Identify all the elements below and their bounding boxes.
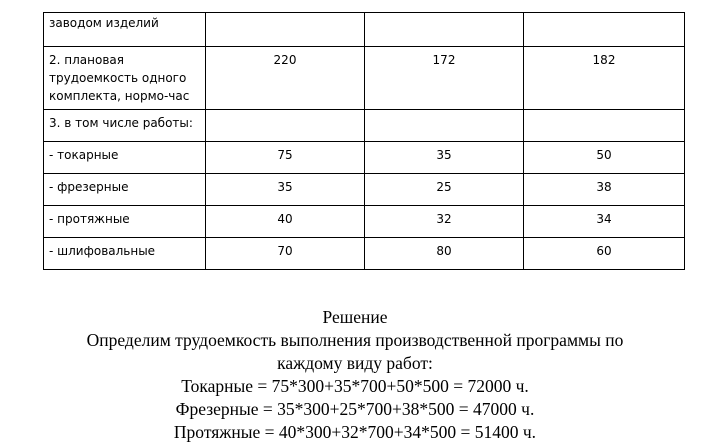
table-row xyxy=(44,47,685,110)
labor-intensity-table xyxy=(43,12,685,270)
table-row xyxy=(44,206,685,238)
table-cell: 70 xyxy=(206,238,365,270)
table-cell: 182 xyxy=(524,47,685,110)
table-cell xyxy=(524,110,685,142)
table-cell: 80 xyxy=(365,238,524,270)
table-row xyxy=(44,174,685,206)
row-label: - токарные xyxy=(44,142,206,174)
table-cell xyxy=(365,110,524,142)
table-cell xyxy=(206,13,365,47)
table-cell: 75 xyxy=(206,142,365,174)
solution-text-line: каждому виду работ: xyxy=(277,353,433,373)
table-row xyxy=(44,13,685,47)
table-cell: 40 xyxy=(206,206,365,238)
solution-heading: Решение xyxy=(322,307,388,327)
table-row xyxy=(44,238,685,270)
row-label: - шлифовальные xyxy=(44,238,206,270)
table-cell xyxy=(524,13,685,47)
row-label: - фрезерные xyxy=(44,174,206,206)
table-cell: 35 xyxy=(206,174,365,206)
row-label: - протяжные xyxy=(44,206,206,238)
table-cell: 50 xyxy=(524,142,685,174)
table-cell: 32 xyxy=(365,206,524,238)
table-cell xyxy=(365,13,524,47)
table-cell: 34 xyxy=(524,206,685,238)
solution-text-line: Определим трудоемкость выполнения производственной программы по xyxy=(86,330,624,350)
table-cell: 172 xyxy=(365,47,524,110)
table-cell: 35 xyxy=(365,142,524,174)
row-label: 2. плановая трудоемкость одного комплекта, нормо-час xyxy=(44,47,206,110)
formula-turning: Токарные = 75*300+35*700+50*500 = 72000 ч. xyxy=(181,376,529,396)
table-cell xyxy=(206,110,365,142)
table-cell: 38 xyxy=(524,174,685,206)
table-cell: 25 xyxy=(365,174,524,206)
table-row xyxy=(44,142,685,174)
row-label: 3. в том числе работы: xyxy=(44,110,206,142)
solution-section xyxy=(0,306,710,444)
table-row xyxy=(44,110,685,142)
row-label: заводом изделий xyxy=(44,13,206,47)
formula-broaching: Протяжные = 40*300+32*700+34*500 = 51400 ч. xyxy=(173,422,537,442)
formula-milling: Фрезерные = 35*300+25*700+38*500 = 47000 ч. xyxy=(175,399,535,419)
table-cell: 60 xyxy=(524,238,685,270)
table-cell: 220 xyxy=(206,47,365,110)
